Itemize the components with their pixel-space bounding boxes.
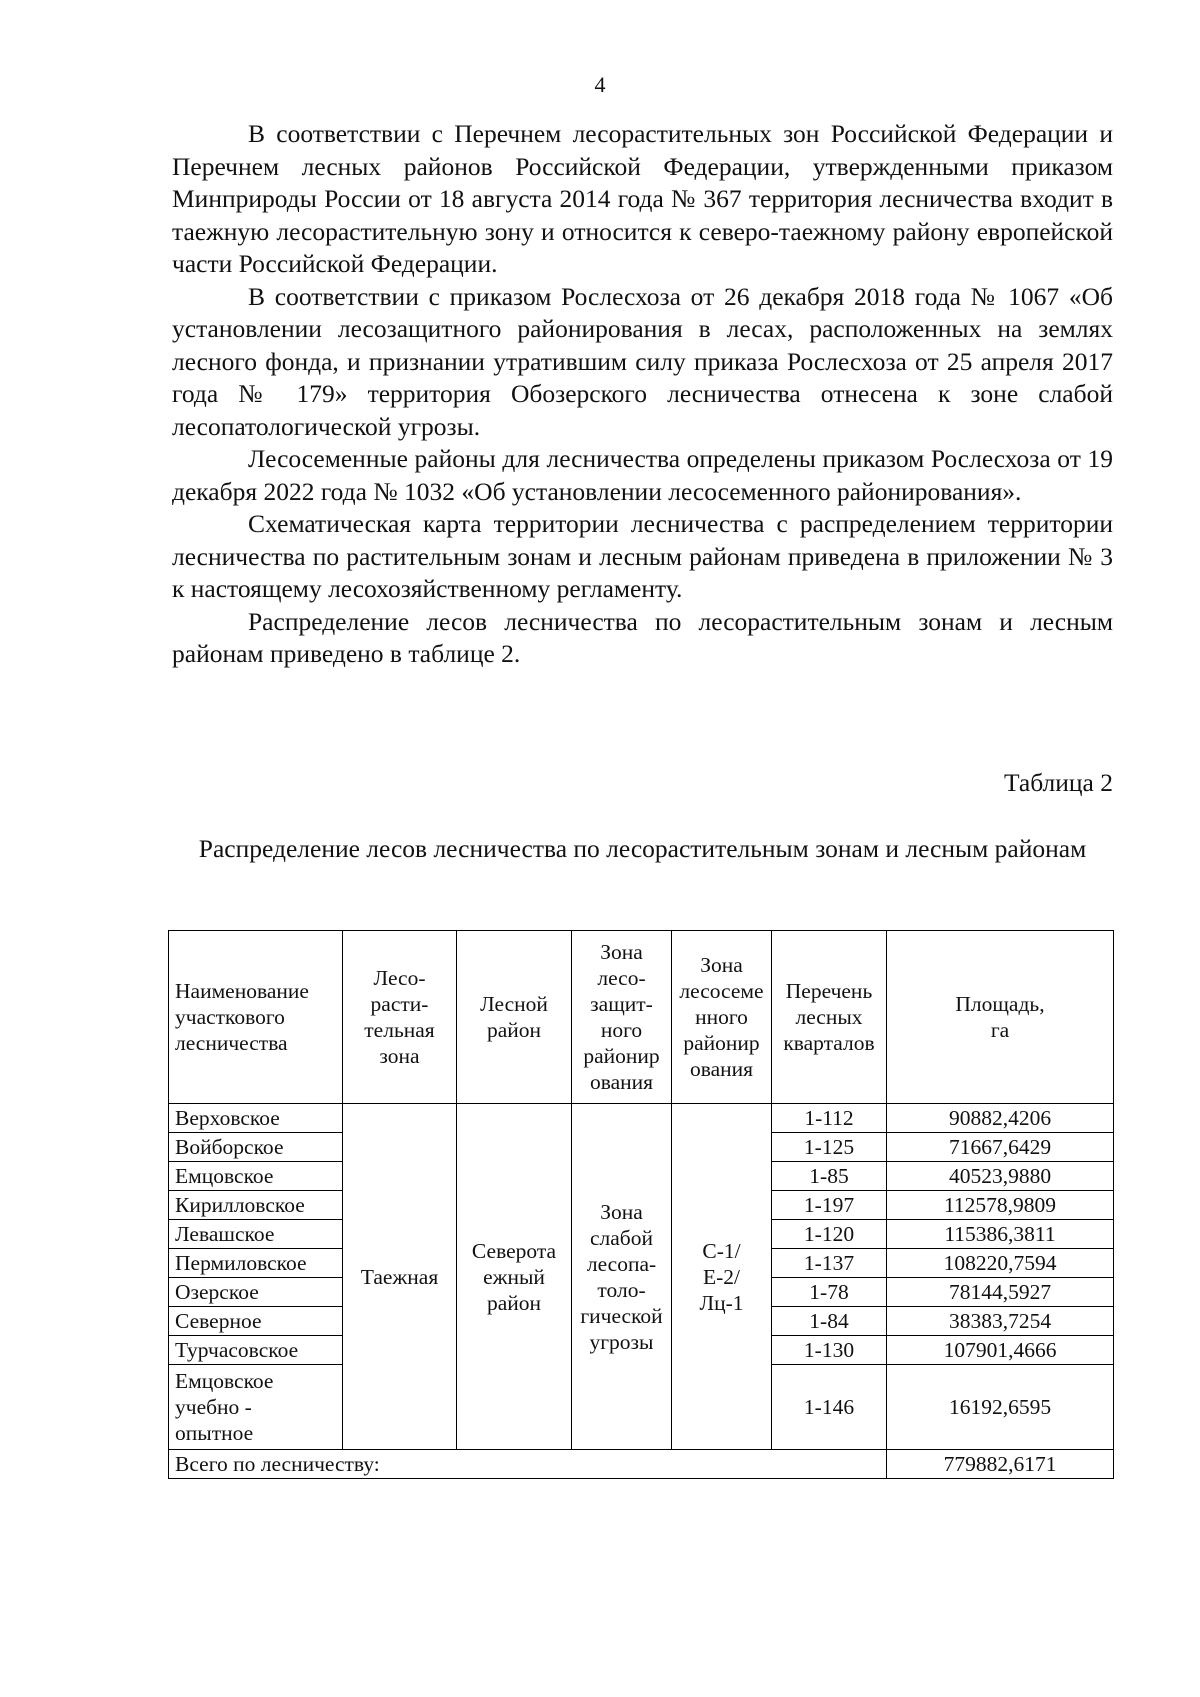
row-quarters: 1-120 bbox=[772, 1220, 887, 1249]
header-quarters: Перечень лесных кварталов bbox=[772, 931, 887, 1104]
table-caption: Распределение лесов лесничества по лесорастительным зонам и лесным районам bbox=[198, 834, 1087, 863]
paragraph: Схематическая карта территории лесничества с распределением территории лесничества по растительным зонам и лесным районам приведена в приложении № 3 к настоящему лесохозяйственному регламенту. bbox=[172, 509, 1113, 603]
row-name: Пермиловское bbox=[169, 1249, 343, 1278]
row-quarters: 1-146 bbox=[772, 1365, 887, 1450]
row-quarters: 1-84 bbox=[772, 1307, 887, 1336]
row-name: Кирилловское bbox=[169, 1191, 343, 1220]
row-area: 71667,6429 bbox=[887, 1133, 1114, 1162]
row-quarters: 1-125 bbox=[772, 1133, 887, 1162]
row-name: Левашское bbox=[169, 1220, 343, 1249]
table-label: Таблица 2 bbox=[1003, 768, 1113, 797]
row-area: 78144,5927 bbox=[887, 1278, 1114, 1307]
row-quarters: 1-85 bbox=[772, 1162, 887, 1191]
paragraph: Лесосеменные районы для лесничества определены приказом Рослесхоза от 19 декабря 2022 года № 1032 «Об установлении лесосеменного районирования». bbox=[172, 444, 1113, 506]
row-name: Верховское bbox=[169, 1104, 343, 1133]
row-name: Войборское bbox=[169, 1133, 343, 1162]
table-row bbox=[169, 1104, 1114, 1133]
header-forest-district: Лесной район bbox=[457, 931, 572, 1104]
row-area: 90882,4206 bbox=[887, 1104, 1114, 1133]
table-total-row bbox=[169, 1450, 1114, 1479]
row-quarters: 1-112 bbox=[772, 1104, 887, 1133]
row-name: Емцовское учебно - опытное bbox=[169, 1365, 343, 1450]
table-header-row bbox=[169, 931, 1114, 1104]
row-quarters: 1-78 bbox=[772, 1278, 887, 1307]
row-area: 16192,6595 bbox=[887, 1365, 1114, 1450]
row-area: 112578,9809 bbox=[887, 1191, 1114, 1220]
body-text bbox=[172, 118, 1113, 671]
row-area: 115386,3811 bbox=[887, 1220, 1114, 1249]
row-area: 38383,7254 bbox=[887, 1307, 1114, 1336]
row-quarters: 1-130 bbox=[772, 1336, 887, 1365]
row-name: Емцовское bbox=[169, 1162, 343, 1191]
total-label: Всего по лесничеству: bbox=[169, 1450, 887, 1479]
total-area: 779882,6171 bbox=[887, 1450, 1114, 1479]
header-veg-zone: Лесо-расти-тельная зона bbox=[343, 931, 457, 1104]
row-quarters: 1-137 bbox=[772, 1249, 887, 1278]
header-seed-zone: Зона лесосеме нного районир ования bbox=[672, 931, 772, 1104]
page-number: 4 bbox=[594, 72, 606, 97]
header-protection-zone: Зона лесо-защит-ного районир ования bbox=[572, 931, 672, 1104]
row-area: 107901,4666 bbox=[887, 1336, 1114, 1365]
row-area: 40523,9880 bbox=[887, 1162, 1114, 1191]
merged-protection-zone: Зона слабой лесопа-толо-гической угрозы bbox=[572, 1104, 672, 1450]
forest-distribution-table bbox=[168, 930, 1114, 1479]
row-name: Турчасовское bbox=[169, 1336, 343, 1365]
header-name: Наименование участкового лесничества bbox=[169, 931, 343, 1104]
merged-forest-district: Северота ежный район bbox=[457, 1104, 572, 1450]
paragraph: В соответствии с приказом Рослесхоза от 26 декабря 2018 года № 1067 «Об установлении лесозащитного районирования в лесах, расположенных на землях лесного фонда, и признании утратившим силу приказа Рослесхоза от 25 апреля 2017 года № 179» территория Обозерского лесничества отнесена к зоне слабой лесопатологической угрозы. bbox=[172, 281, 1113, 441]
merged-seed-zone: С-1/ Е-2/ Лц-1 bbox=[672, 1104, 772, 1450]
paragraph: В соответствии с Перечнем лесорастительных зон Российской Федерации и Перечнем лесных районов Российской Федерации, утвержденными приказом Минприроды России от 18 августа 2014 года № 367 территория лесничества входит в таежную лесорастительную зону и относится к северо-таежному району европейской части Российской Федерации. bbox=[172, 119, 1113, 278]
header-area: Площадь, га bbox=[887, 931, 1114, 1104]
row-quarters: 1-197 bbox=[772, 1191, 887, 1220]
paragraph: Распределение лесов лесничества по лесорастительным зонам и лесным районам приведено в таблице 2. bbox=[172, 606, 1113, 668]
merged-veg-zone: Таежная bbox=[343, 1104, 457, 1450]
row-name: Озерское bbox=[169, 1278, 343, 1307]
row-name: Северное bbox=[169, 1307, 343, 1336]
row-area: 108220,7594 bbox=[887, 1249, 1114, 1278]
